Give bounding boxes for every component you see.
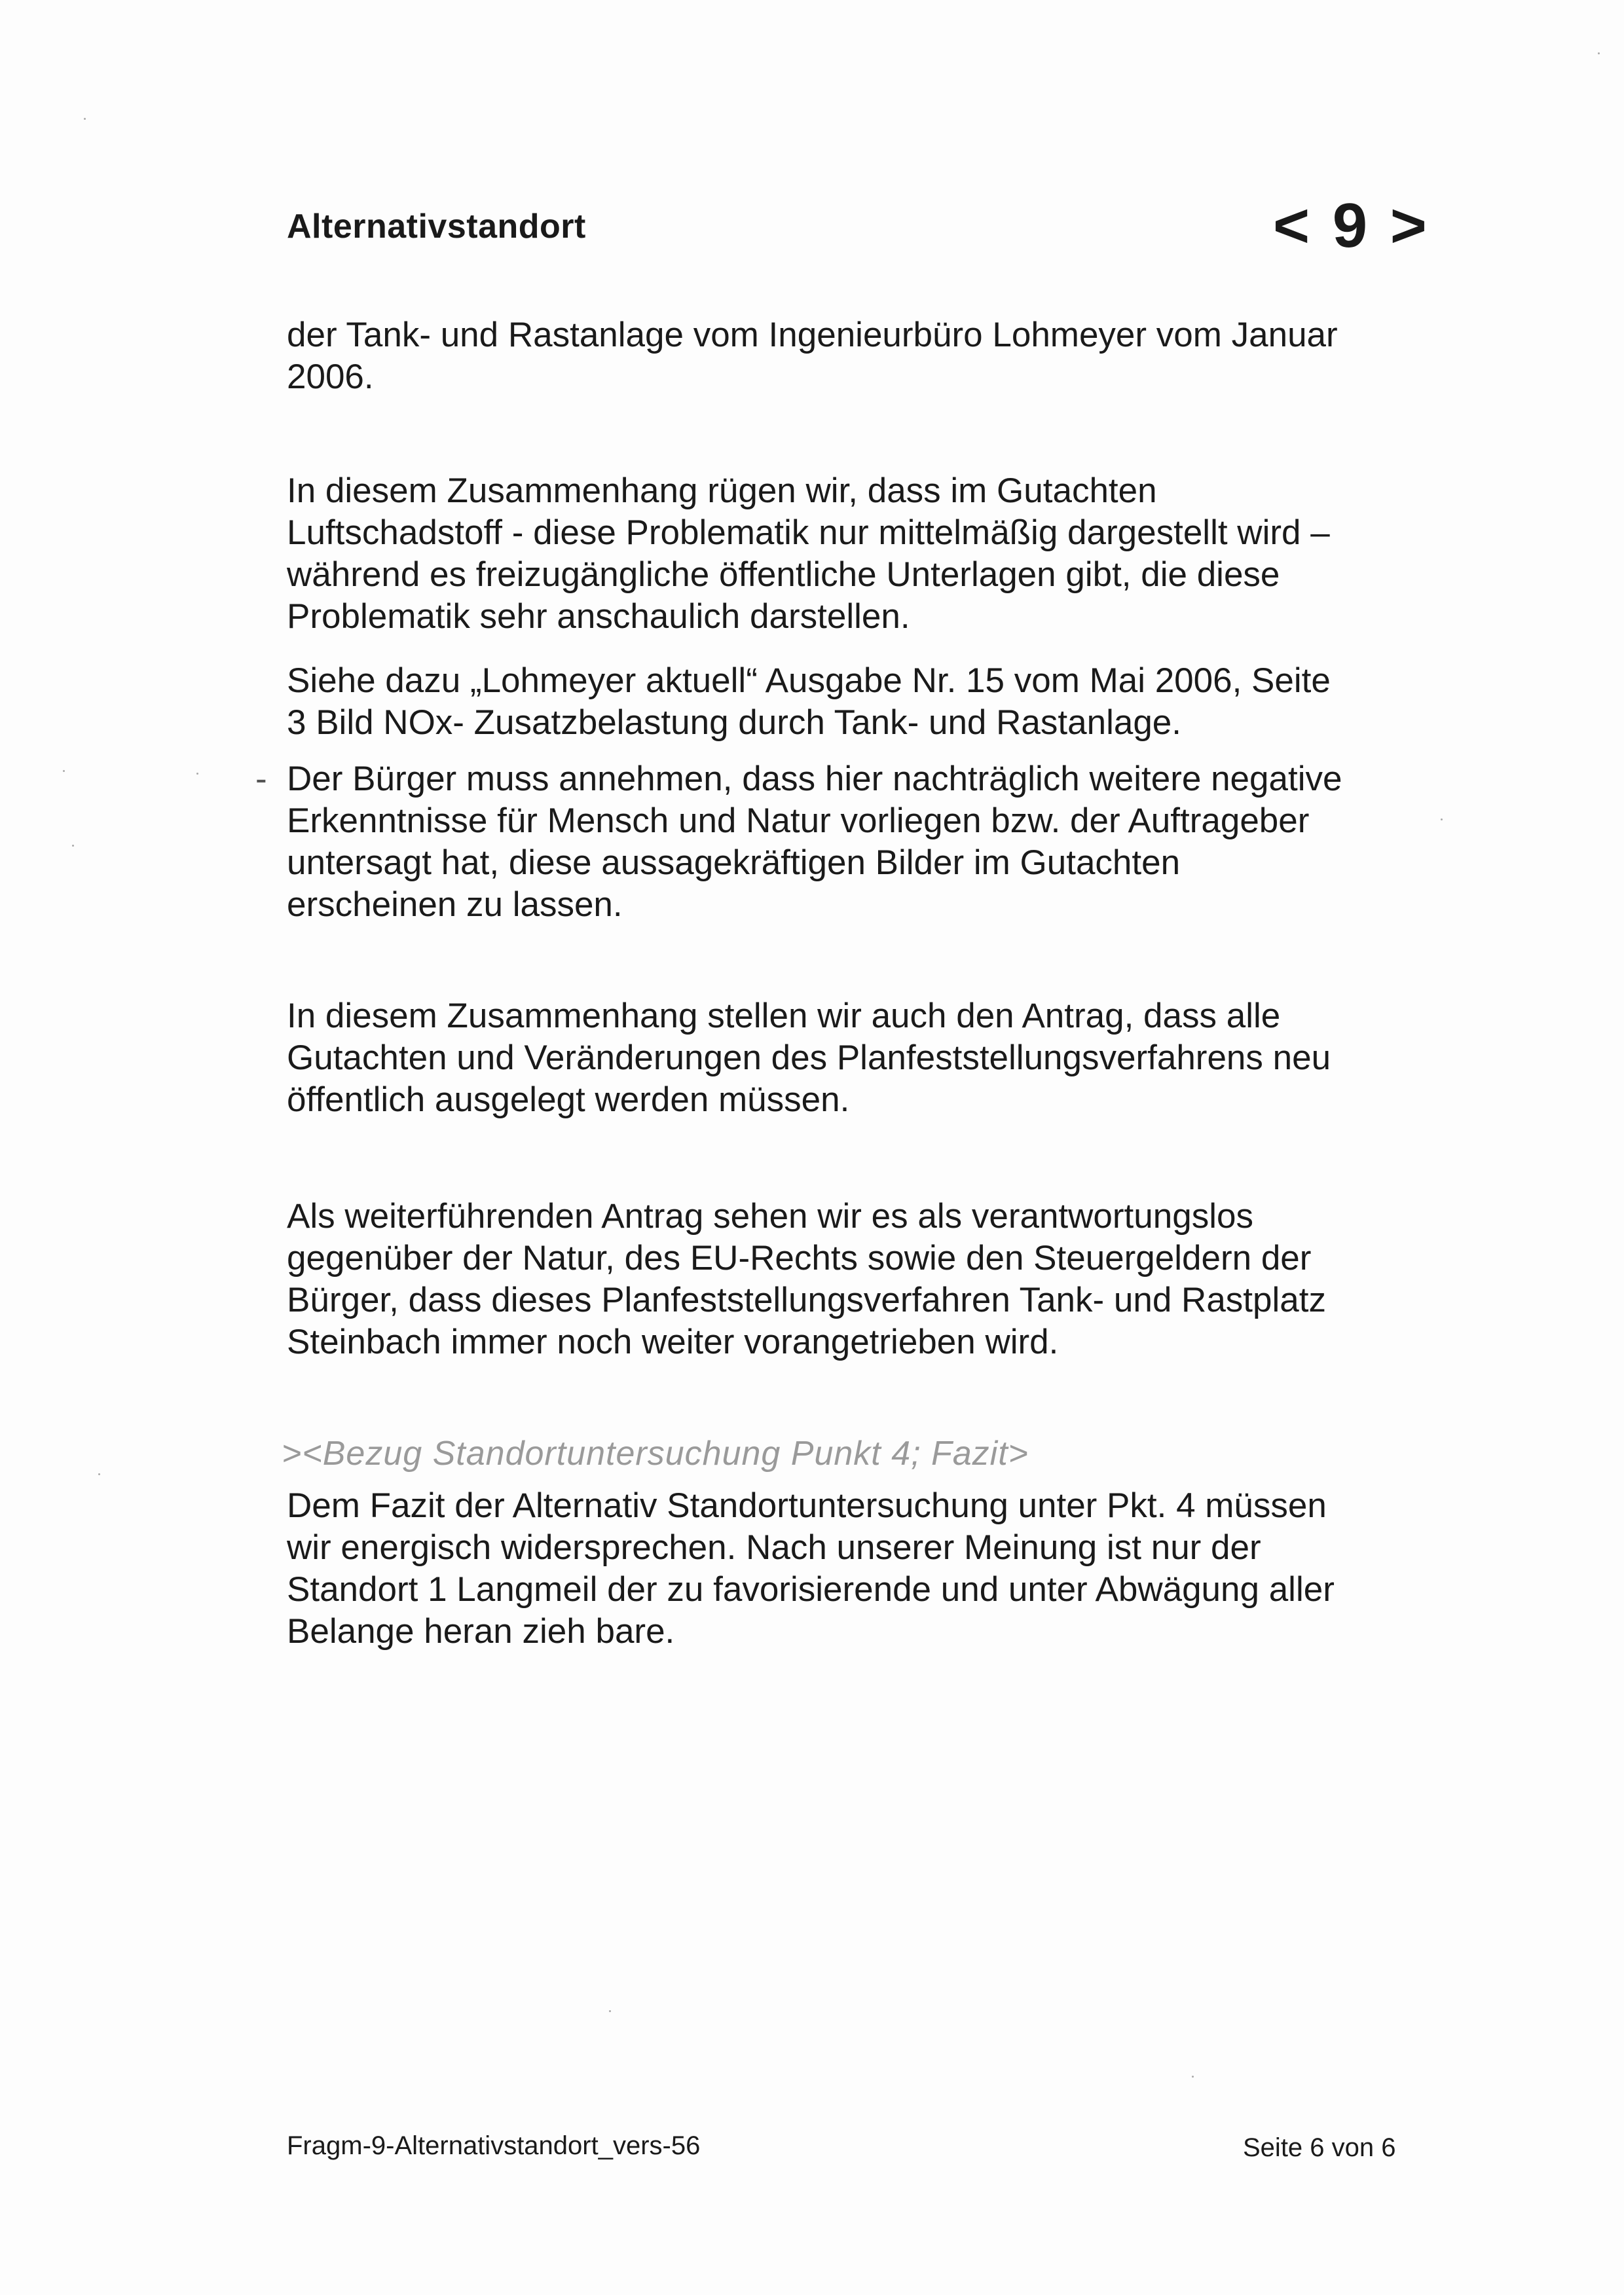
- text-line: Gutachten und Veränderungen des Planfeststellungsverfahrens neu: [287, 1038, 1331, 1077]
- text-line: Der Bürger muss annehmen, dass hier nachträglich weitere negative: [287, 760, 1342, 798]
- text-line: Als weiterführenden Antrag sehen wir es als verantwortungslos: [287, 1197, 1253, 1236]
- text-line: Standort 1 Langmeil der zu favorisierende und unter Abwägung aller: [287, 1570, 1335, 1609]
- text-line: während es freizugängliche öffentliche Unterlagen gibt, die diese: [287, 555, 1280, 594]
- text-line: 2006.: [287, 358, 374, 396]
- scan-speck: [1441, 818, 1443, 820]
- fragment-number: < 9 >: [1273, 191, 1430, 261]
- text-line: 3 Bild NOx- Zusatzbelastung durch Tank- und Rastanlage.: [287, 703, 1181, 742]
- paragraph-7: [287, 1485, 1426, 1653]
- text-line: Erkenntnisse für Mensch und Natur vorliegen bzw. der Auftrageber: [287, 801, 1310, 840]
- reference-note: ><Bezug Standortuntersuchung Punkt 4; Fazit>: [282, 1435, 1029, 1473]
- text-line: öffentlich ausgelegt werden müssen.: [287, 1080, 850, 1119]
- margin-dash: -: [255, 760, 267, 798]
- scan-speck: [1598, 52, 1600, 54]
- paragraph-3: [287, 660, 1426, 744]
- paragraph-2: [287, 470, 1426, 638]
- text-line: Bürger, dass dieses Planfeststellungsverfahren Tank- und Rastplatz: [287, 1281, 1326, 1319]
- text-line: Luftschadstoff - diese Problematik nur mittelmäßig dargestellt wird –: [287, 513, 1330, 552]
- text-line: Steinbach immer noch weiter vorangetrieben wird.: [287, 1323, 1059, 1361]
- text-line: erscheinen zu lassen.: [287, 885, 623, 924]
- text-line: In diesem Zusammenhang stellen wir auch den Antrag, dass alle: [287, 997, 1281, 1035]
- paragraph-4: [287, 758, 1426, 926]
- document-title: Alternativstandort: [287, 208, 586, 246]
- scan-speck: [72, 845, 74, 847]
- scan-speck: [84, 118, 86, 120]
- text-line: gegenüber der Natur, des EU-Rechts sowie den Steuergeldern der: [287, 1239, 1312, 1277]
- footer-filename: Fragm-9-Alternativstandort_vers-56: [287, 2131, 701, 2160]
- paragraph-5: [287, 995, 1426, 1121]
- text-line: untersagt hat, diese aussagekräftigen Bilder im Gutachten: [287, 843, 1181, 882]
- scan-speck: [609, 2010, 611, 2012]
- paragraph-1: [287, 314, 1426, 398]
- text-line: wir energisch widersprechen. Nach unserer Meinung ist nur der: [287, 1528, 1261, 1567]
- text-line: Siehe dazu „Lohmeyer aktuell“ Ausgabe Nr. 15 vom Mai 2006, Seite: [287, 661, 1331, 700]
- scan-speck: [196, 773, 198, 775]
- scan-speck: [1192, 2076, 1194, 2078]
- text-line: Problematik sehr anschaulich darstellen.: [287, 597, 910, 636]
- scan-speck: [63, 770, 65, 772]
- paragraph-6: [287, 1196, 1426, 1363]
- footer-page-number: Seite 6 von 6: [1243, 2133, 1396, 2162]
- text-line: In diesem Zusammenhang rügen wir, dass im Gutachten: [287, 471, 1157, 510]
- text-line: Dem Fazit der Alternativ Standortuntersuchung unter Pkt. 4 müssen: [287, 1486, 1327, 1525]
- text-line: der Tank- und Rastanlage vom Ingenieurbüro Lohmeyer vom Januar: [287, 316, 1338, 354]
- text-line: Belange heran zieh bare.: [287, 1612, 675, 1651]
- scan-speck: [98, 1473, 100, 1475]
